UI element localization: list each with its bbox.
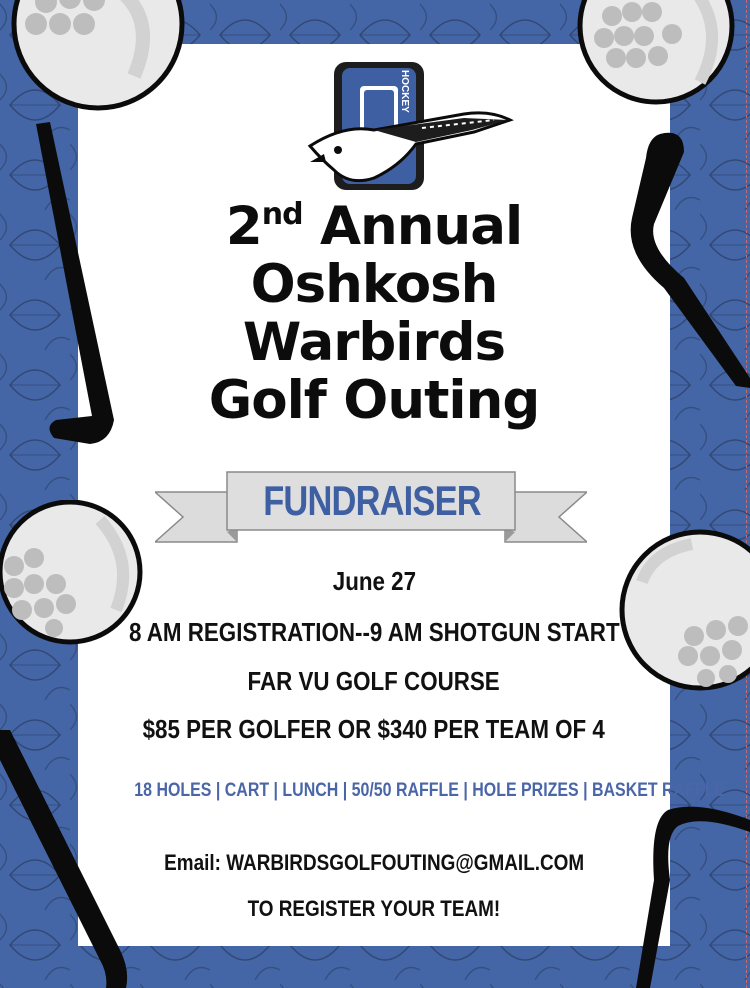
event-date: June 27 (332, 566, 416, 596)
golf-ball-icon (576, 0, 750, 112)
event-times: 8 AM REGISTRATION--9 AM SHOTGUN START (128, 617, 620, 647)
title-line-1: 2nd Annual (225, 196, 523, 257)
event-course: FAR VU GOLF COURSE (247, 666, 501, 696)
title-line-4: Golf Outing (208, 370, 540, 431)
warbird-logo-icon (304, 58, 514, 196)
contact-email: Email: WARBIRDSGOLFOUTING@GMAIL.COM (164, 850, 584, 875)
warbird-logo (304, 58, 514, 196)
ordinal-suffix: nd (261, 197, 303, 232)
hockey-stick-icon (628, 780, 750, 988)
fundraiser-label: FUNDRAISER (263, 477, 481, 524)
event-title (78, 198, 670, 430)
golf-ball-icon (6, 0, 186, 114)
logo-hockey-word: HOCKEY (399, 70, 410, 113)
title-line-2: Oshkosh (250, 254, 498, 315)
title-line-3: Warbirds (242, 312, 506, 373)
amenities-list: 18 HOLES | CART | LUNCH | 50/50 RAFFLE | HOLE PRIZES | BASKET RAFFLE (134, 780, 726, 801)
register-call-to-action: TO REGISTER YOUR TEAM! (247, 896, 501, 921)
event-price: $85 PER GOLFER OR $340 PER TEAM OF 4 (142, 714, 606, 744)
